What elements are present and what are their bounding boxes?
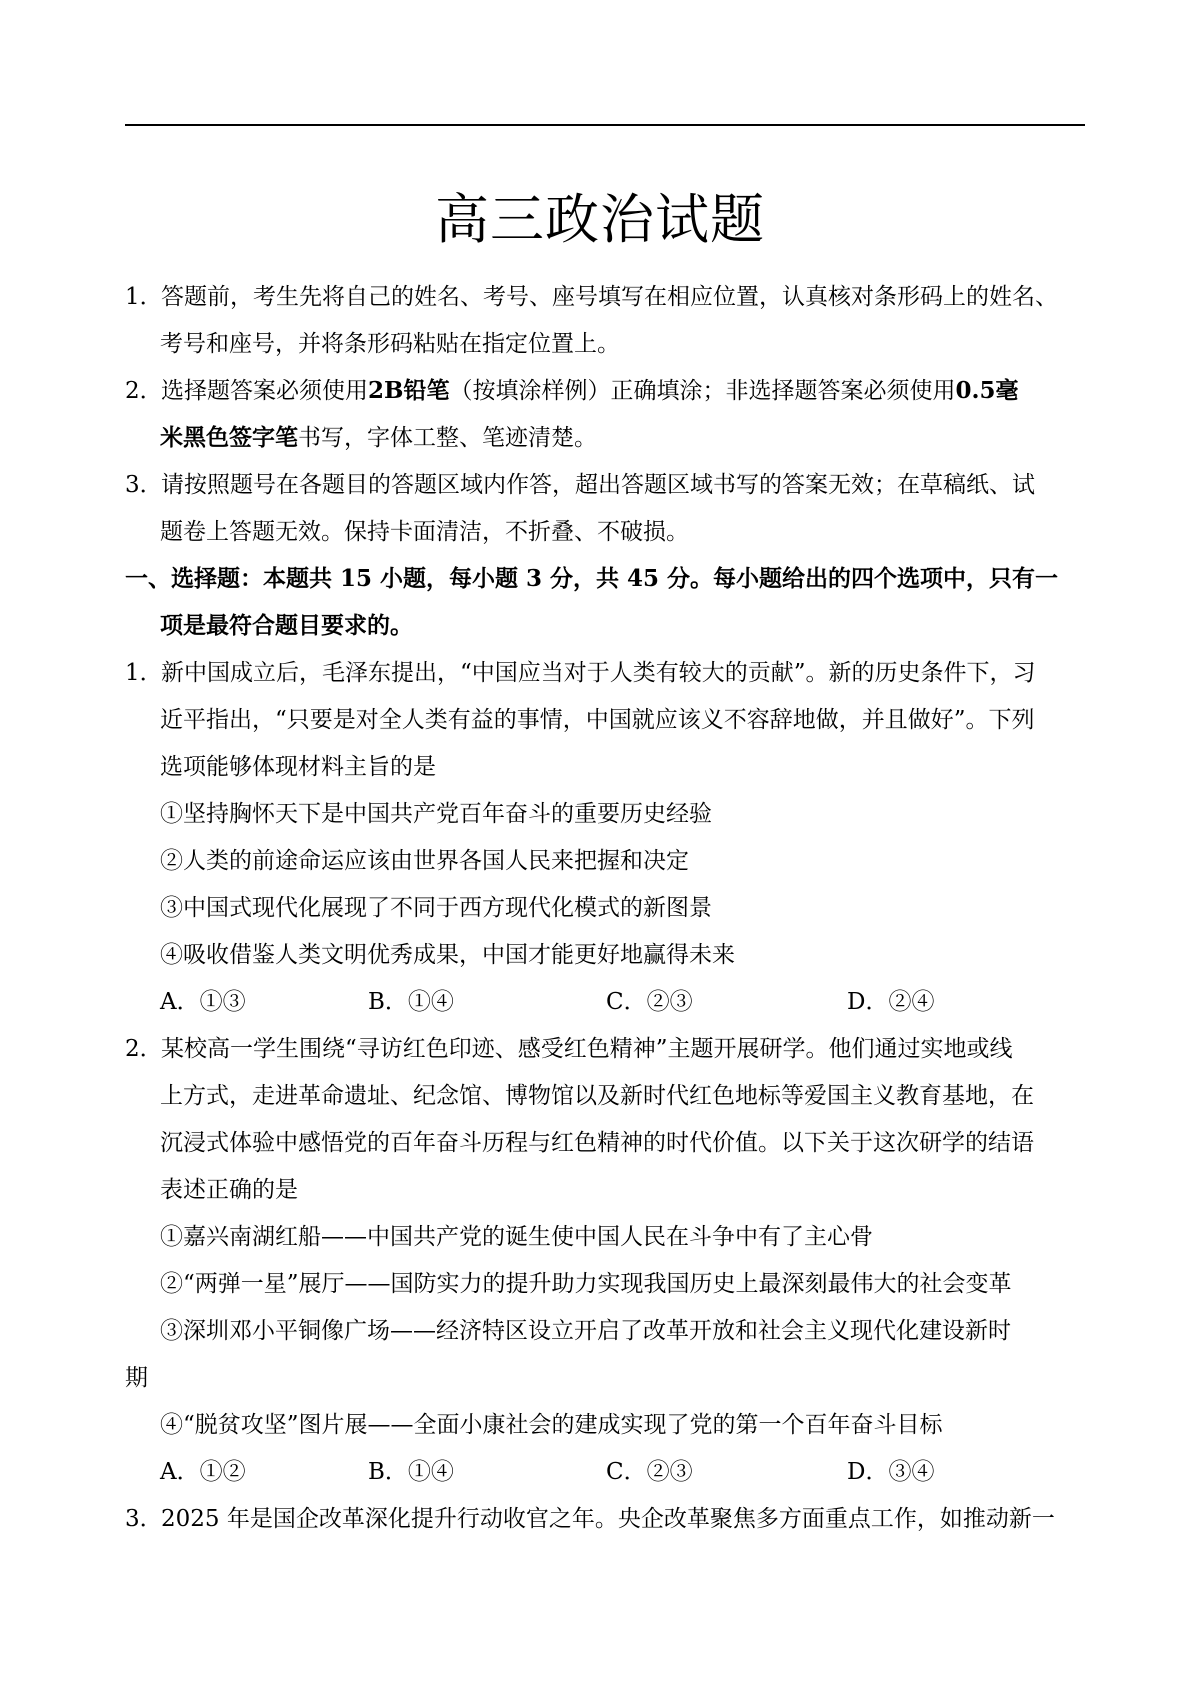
section-heading-line-1: 一、选择题：本题共 15 小题，每小题 3 分，共 45 分。每小题给出的四个选项中，只有一 bbox=[125, 565, 1059, 592]
instruction-2-line-1: 2．选择题答案必须使用2B铅笔（按填涂样例）正确填涂；非选择题答案必须使用0.5毫 bbox=[125, 377, 1019, 404]
q2-item-2: ②“两弹一星”展厅——国防实力的提升助力实现我国历史上最深刻最伟大的社会变革 bbox=[160, 1271, 1012, 1297]
q1-stem-line-3: 选项能够体现材料主旨的是 bbox=[160, 754, 436, 780]
q1-option-c: C．②③ bbox=[606, 989, 693, 1015]
instruction-3-line-2: 题卷上答题无效。保持卡面清洁，不折叠、不破损。 bbox=[160, 519, 689, 545]
q1-stem-line-2: 近平指出，“只要是对全人类有益的事情，中国就应该义不容辞地做，并且做好”。下列 bbox=[160, 707, 1035, 733]
q1-item-3: ③中国式现代化展现了不同于西方现代化模式的新图景 bbox=[160, 895, 712, 921]
q2-option-b: B．①④ bbox=[368, 1459, 454, 1485]
top-rule bbox=[125, 124, 1085, 126]
q2-stem-line-4: 表述正确的是 bbox=[160, 1177, 298, 1203]
q1-option-d: D．②④ bbox=[847, 989, 935, 1015]
q3-stem-line-1: 3．2025 年是国企改革深化提升行动收官之年。央企改革聚焦多方面重点工作，如推动新一 bbox=[125, 1506, 1055, 1532]
page-title: 高三政治试题 bbox=[435, 188, 765, 251]
section-heading-line-2: 项是最符合题目要求的。 bbox=[160, 612, 413, 639]
q2-option-c: C．②③ bbox=[606, 1459, 693, 1485]
q1-item-2: ②人类的前途命运应该由世界各国人民来把握和决定 bbox=[160, 848, 689, 874]
instruction-1-line-2: 考号和座号，并将条形码粘贴在指定位置上。 bbox=[160, 331, 620, 357]
q2-option-d: D．③④ bbox=[847, 1459, 935, 1485]
q1-option-a: A．①③ bbox=[160, 989, 246, 1015]
q2-stem-line-2: 上方式，走进革命遗址、纪念馆、博物馆以及新时代红色地标等爱国主义教育基地，在 bbox=[160, 1083, 1034, 1109]
q2-stem-line-1: 2．某校高一学生围绕“寻访红色印迹、感受红色精神”主题开展研学。他们通过实地或线 bbox=[125, 1036, 1013, 1062]
instruction-1-line-1: 1．答题前，考生先将自己的姓名、考号、座号填写在相应位置，认真核对条形码上的姓名、 bbox=[125, 284, 1058, 310]
instruction-2-line-2: 米黑色签字笔书写，字体工整、笔迹清楚。 bbox=[160, 424, 597, 451]
q2-option-a: A．①② bbox=[160, 1459, 246, 1485]
q2-item-1: ①嘉兴南湖红船——中国共产党的诞生使中国人民在斗争中有了主心骨 bbox=[160, 1224, 873, 1250]
instruction-3-line-1: 3．请按照题号在各题目的答题区域内作答，超出答题区域书写的答案无效；在草稿纸、试 bbox=[125, 472, 1035, 498]
q2-item-4: ④“脱贫攻坚”图片展——全面小康社会的建成实现了党的第一个百年奋斗目标 bbox=[160, 1412, 943, 1438]
q2-stem-line-3: 沉浸式体验中感悟党的百年奋斗历程与红色精神的时代价值。以下关于这次研学的结语 bbox=[160, 1130, 1034, 1156]
q2-item-3: ③深圳邓小平铜像广场——经济特区设立开启了改革开放和社会主义现代化建设新时 bbox=[160, 1318, 1011, 1344]
q1-stem-line-1: 1．新中国成立后，毛泽东提出，“中国应当对于人类有较大的贡献”。新的历史条件下，习 bbox=[125, 660, 1036, 686]
q1-item-4: ④吸收借鉴人类文明优秀成果，中国才能更好地赢得未来 bbox=[160, 942, 735, 968]
q2-item-3-wrap: 期 bbox=[125, 1365, 148, 1391]
q1-item-1: ①坚持胸怀天下是中国共产党百年奋斗的重要历史经验 bbox=[160, 801, 712, 827]
q1-option-b: B．①④ bbox=[368, 989, 454, 1015]
